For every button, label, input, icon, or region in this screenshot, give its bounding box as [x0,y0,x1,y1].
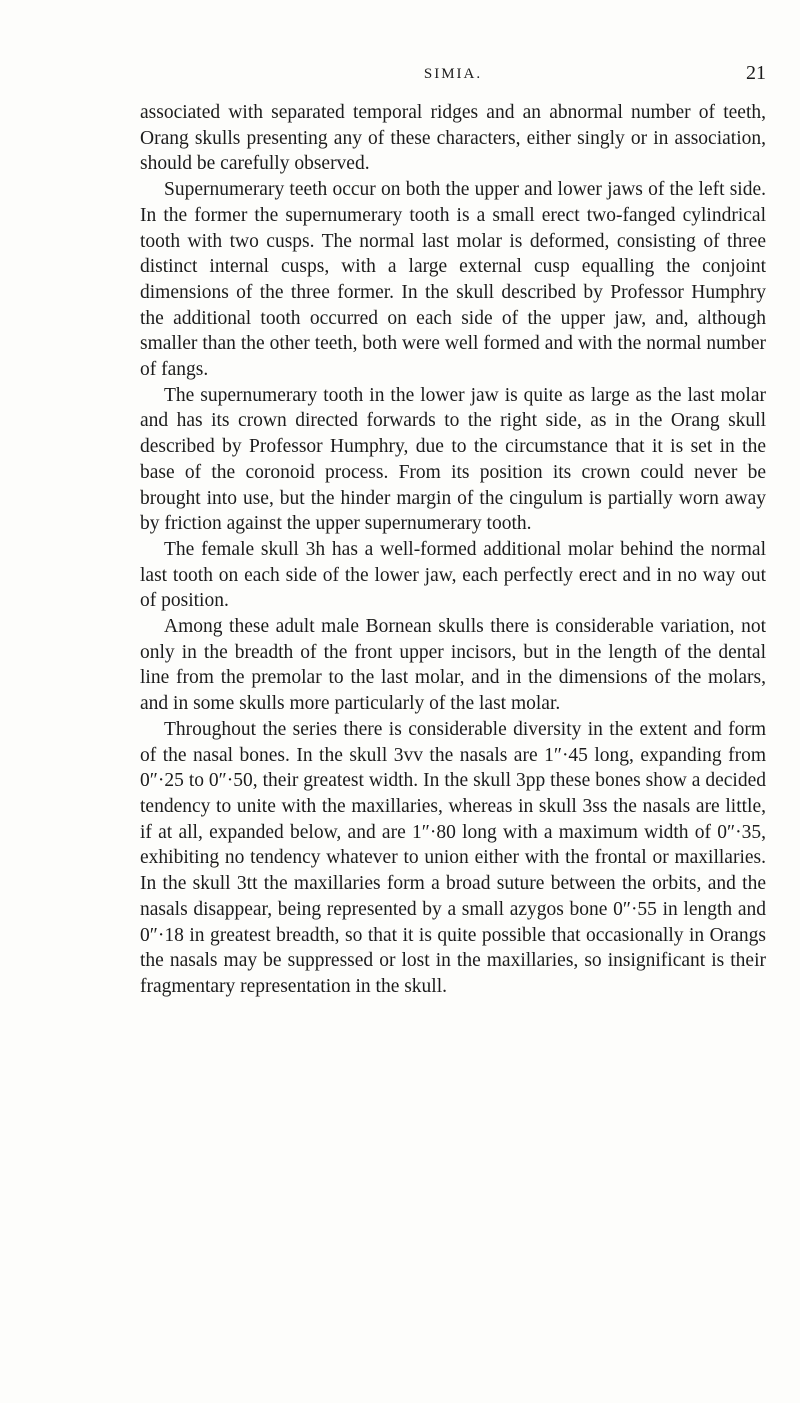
paragraph-supernumerary-teeth: Supernumerary teeth occur on both the upper and lower jaws of the left side. In the former the supernumerary tooth is a small erect two-fanged cylindrical tooth with two cusps. The normal last molar is deformed, consisting of three distinct internal cusps, with a large external cusp equalling the conjoint dimensions of the three former. In the skull described by Professor Humphry the additional tooth occurred on each side of the upper jaw, and, although smaller than the other teeth, both were well formed and with the normal number of fangs. [140,179,766,381]
running-title: SIMIA. [423,66,483,82]
paragraph-variation: Among these adult male Bornean skulls there is considerable variation, not only in the breadth of the front upper incisors, but in the length of the dental line from the premolar to the last molar, and in the dimensions of the molars, and in some skulls more particularly of the last molar. [140,616,766,715]
page-number: 21 [746,62,766,84]
body-text [140,100,766,1000]
paragraph-lower-jaw-tooth: The supernumerary tooth in the lower jaw is quite as large as the last molar and has its crown directed forwards to the right side, as in the Orang skull described by Professor Humphry, due to the circumstance that it is set in the base of the coronoid process. From its position its crown could never be brought into use, but the hinder margin of the cingulum is partially worn away by friction against the upper supernumerary tooth. [140,384,766,535]
paragraph-continuation: associated with separated temporal ridges and an abnormal number of teeth, Orang skulls presenting any of these characters, either singly or in association, should be carefully observed. [140,102,766,175]
paragraph-nasal-bones: Throughout the series there is considerable diversity in the extent and form of the nasal bones. In the skull 3vv the nasals are 1″·45 long, expanding from 0″·25 to 0″·50, their greatest width. In the skull 3pp these bones show a decided tendency to unite with the maxillaries, whereas in skull 3ss the nasals are little, if at all, expanded below, and are 1″·80 long with a maximum width of 0″·35, exhibiting no tendency whatever to union either with the frontal or maxillaries. In the skull 3tt the maxillaries form a broad suture between the orbits, and the nasals disappear, being represented by a small azygos bone 0″·55 in length and 0″·18 in greatest breadth, so that it is quite possible that occasionally in Orangs the nasals may be suppressed or lost in the maxillaries, so insignificant is their fragmentary representation in the skull. [140,718,766,997]
paragraph-female-skull: The female skull 3h has a well-formed additional molar behind the normal last tooth on each side of the lower jaw, each perfectly erect and in no way out of position. [140,538,766,612]
running-header [140,62,766,92]
